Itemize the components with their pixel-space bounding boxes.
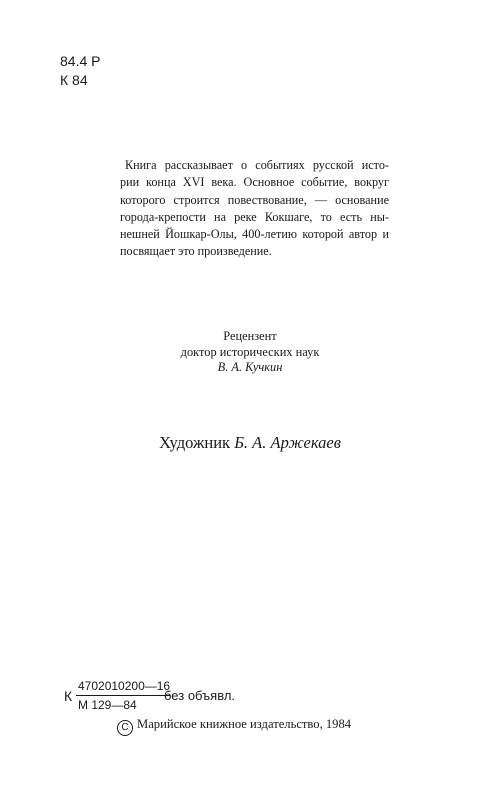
classification-block <box>60 52 100 90</box>
copyright-text: Марийское книжное издательство, 1984 <box>137 717 352 731</box>
annotation <box>120 157 389 261</box>
copyright-line <box>117 717 351 736</box>
copyright-icon: С <box>117 720 133 736</box>
reviewer-degree: доктор исторических наук <box>180 344 320 359</box>
artist-name: Б. А. Аржекаев <box>234 433 341 452</box>
imprint-numerator: 4702010200—16 <box>76 679 170 696</box>
imprint-denominator: М 129—84 <box>78 698 137 712</box>
artist-label: Художник <box>159 433 231 452</box>
reviewer-name: В. А. Кучкин <box>217 360 283 374</box>
artist-credit <box>0 433 500 453</box>
bbk-index: 84.4 Р <box>60 53 101 69</box>
reviewer-block <box>150 329 350 376</box>
reviewer-label: Рецензент <box>223 329 277 343</box>
annotation-line: Книга рассказывает о событиях русской исто- <box>125 158 389 172</box>
imprint-letter: К <box>64 688 73 704</box>
annotation-line: которого строится повествование, — основание <box>120 192 389 207</box>
author-mark: К 84 <box>60 72 88 88</box>
annotation-line: нешней Йошкар-Олы, 400-летию которой автор и <box>120 227 389 242</box>
imprint-note: без объявл. <box>164 688 236 703</box>
imprint-fraction <box>76 679 170 713</box>
annotation-line: города-крепости на реке Кокшаге, то есть ны- <box>120 209 389 224</box>
annotation-line: рии конца XVI века. Основное событие, вокруг <box>120 175 389 190</box>
annotation-line: посвящает это произведение. <box>120 244 272 259</box>
